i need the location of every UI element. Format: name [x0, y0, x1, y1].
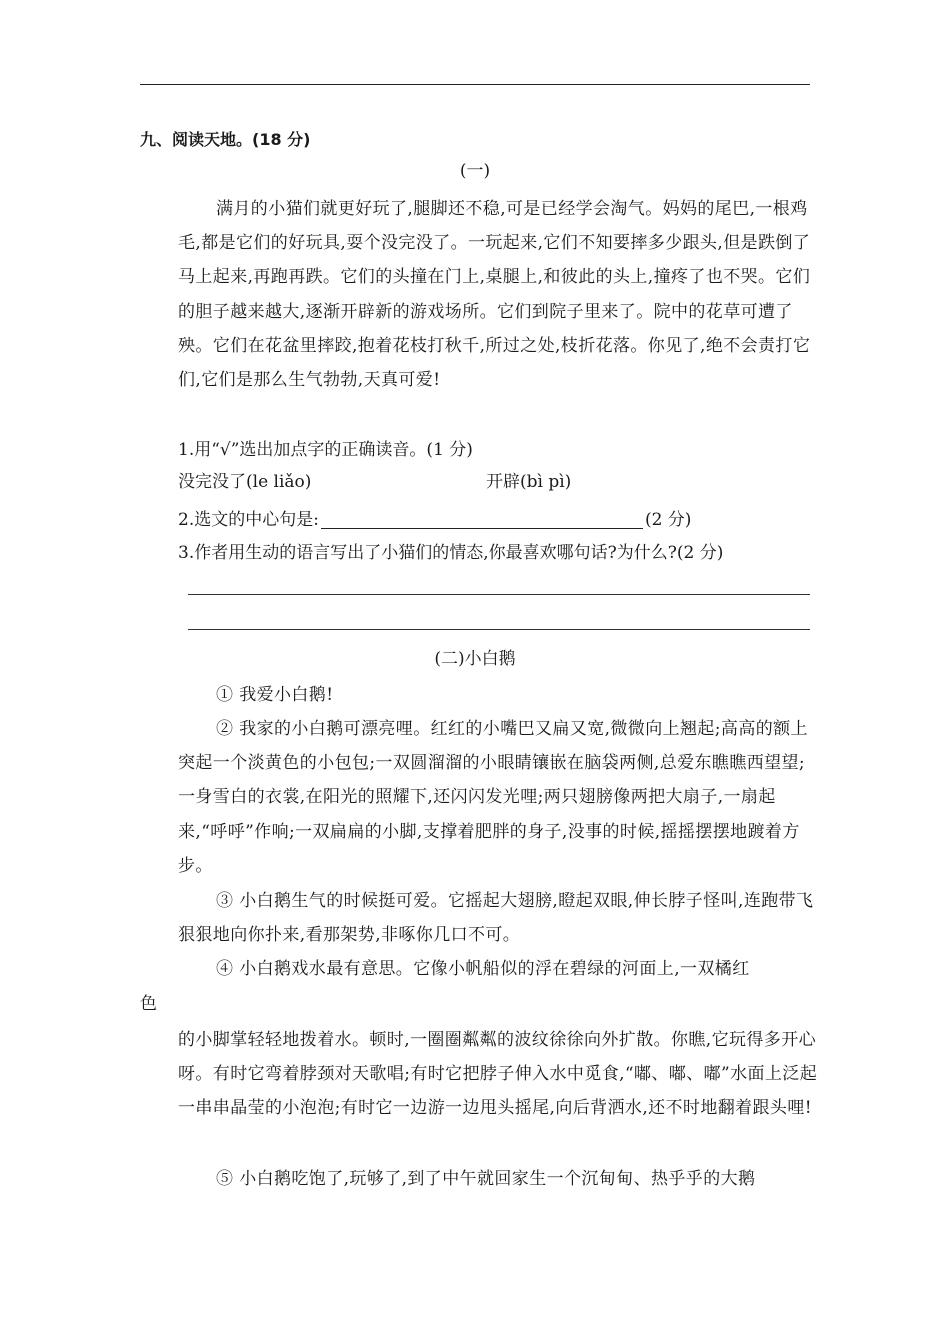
passage2-heading: (二)小白鹅	[434, 649, 516, 669]
question-2	[178, 508, 691, 532]
passage1-heading: (一)	[459, 161, 491, 181]
passage2-para-2: ② 我家的小白鹅可漂亮哩。红红的小嘴巴又扁又宽,微微向上翘起;高高的额上突起一个淡黄色的小包包;一双圆溜溜的小眼睛镶嵌在脑袋两侧,总爱东瞧瞧西望望;一身雪白的衣裳,在阳光的照耀下,还闪闪发光哩;两只翅膀像两把大扇子,一扇起来,“呼呼”作响;一双扁扁的小脚,支撑着肥胖的身子,没事的时候,摇摇摆摆地踱着方步。	[178, 719, 808, 876]
question-2-score: (2 分)	[644, 510, 692, 530]
top-divider	[140, 84, 810, 85]
passage1-body: 满月的小猫们就更好玩了,腿脚还不稳,可是已经学会淘气。妈妈的尾巴,一根鸡毛,都是它们的好玩具,耍个没完没了。一玩起来,它们不知要摔多少跟头,但是跌倒了马上起来,再跑再跌。它们的头撞在门上,桌腿上,和彼此的头上,撞疼了也不哭。它们的胆子越来越大,逐渐开辟新的游戏场所。它们到院子里来了。院中的花草可遭了殃。它们在花盆里摔跤,抱着花枝打秋千,所过之处,枝折花落。你见了,绝不会责打它们,它们是那么生气勃勃,天真可爱!	[178, 199, 811, 391]
passage2-para-4c: 的小脚掌轻轻地拨着水。顿时,一圈圈粼粼的波纹徐徐向外扩散。你瞧,它玩得多开心呀。有时它弯着脖颈对天歌唱;有时它把脖子伸入水中觅食,“嘟、嘟、嘟”水面上泛起一串串晶莹的小泡泡;有时它一边游一边甩头摇尾,向后背洒水,还不时地翻着跟头哩!	[178, 1030, 818, 1119]
question-1: 1.用“√”选出加点字的正确读音。(1 分)	[178, 440, 473, 460]
answer-line-1[interactable]	[188, 594, 810, 595]
question-2-label: 2.选文的中心句是:	[178, 510, 319, 530]
passage1-text	[178, 192, 818, 397]
question-1-option-le-liao[interactable]: 没完没了(le liǎo)	[178, 472, 312, 492]
question-1-option-bi-pi[interactable]: 开辟(bì pì)	[486, 472, 572, 492]
passage2-para-4a: ④ 小白鹅戏水最有意思。它像小帆船似的浮在碧绿的河面上,一双橘红	[216, 959, 750, 979]
passage2-para-4b: 色	[140, 994, 157, 1014]
passage2-para-5: ⑤ 小白鹅吃饱了,玩够了,到了中午就回家生一个沉甸甸、热乎乎的大鹅	[216, 1169, 756, 1189]
question-2-answer-blank[interactable]	[321, 510, 643, 529]
answer-line-2[interactable]	[188, 629, 810, 630]
section-title: 九、阅读天地。(18 分)	[140, 130, 311, 149]
passage2-para-1: ① 我爱小白鹅!	[216, 685, 334, 705]
passage2-para-3: ③ 小白鹅生气的时候挺可爱。它摇起大翅膀,瞪起双眼,伸长脖子怪叫,连跑带飞狠狠地向你扑来,看那架势,非啄你几口不可。	[178, 891, 814, 946]
question-3: 3.作者用生动的语言写出了小猫们的情态,你最喜欢哪句话?为什么?(2 分)	[178, 543, 724, 563]
